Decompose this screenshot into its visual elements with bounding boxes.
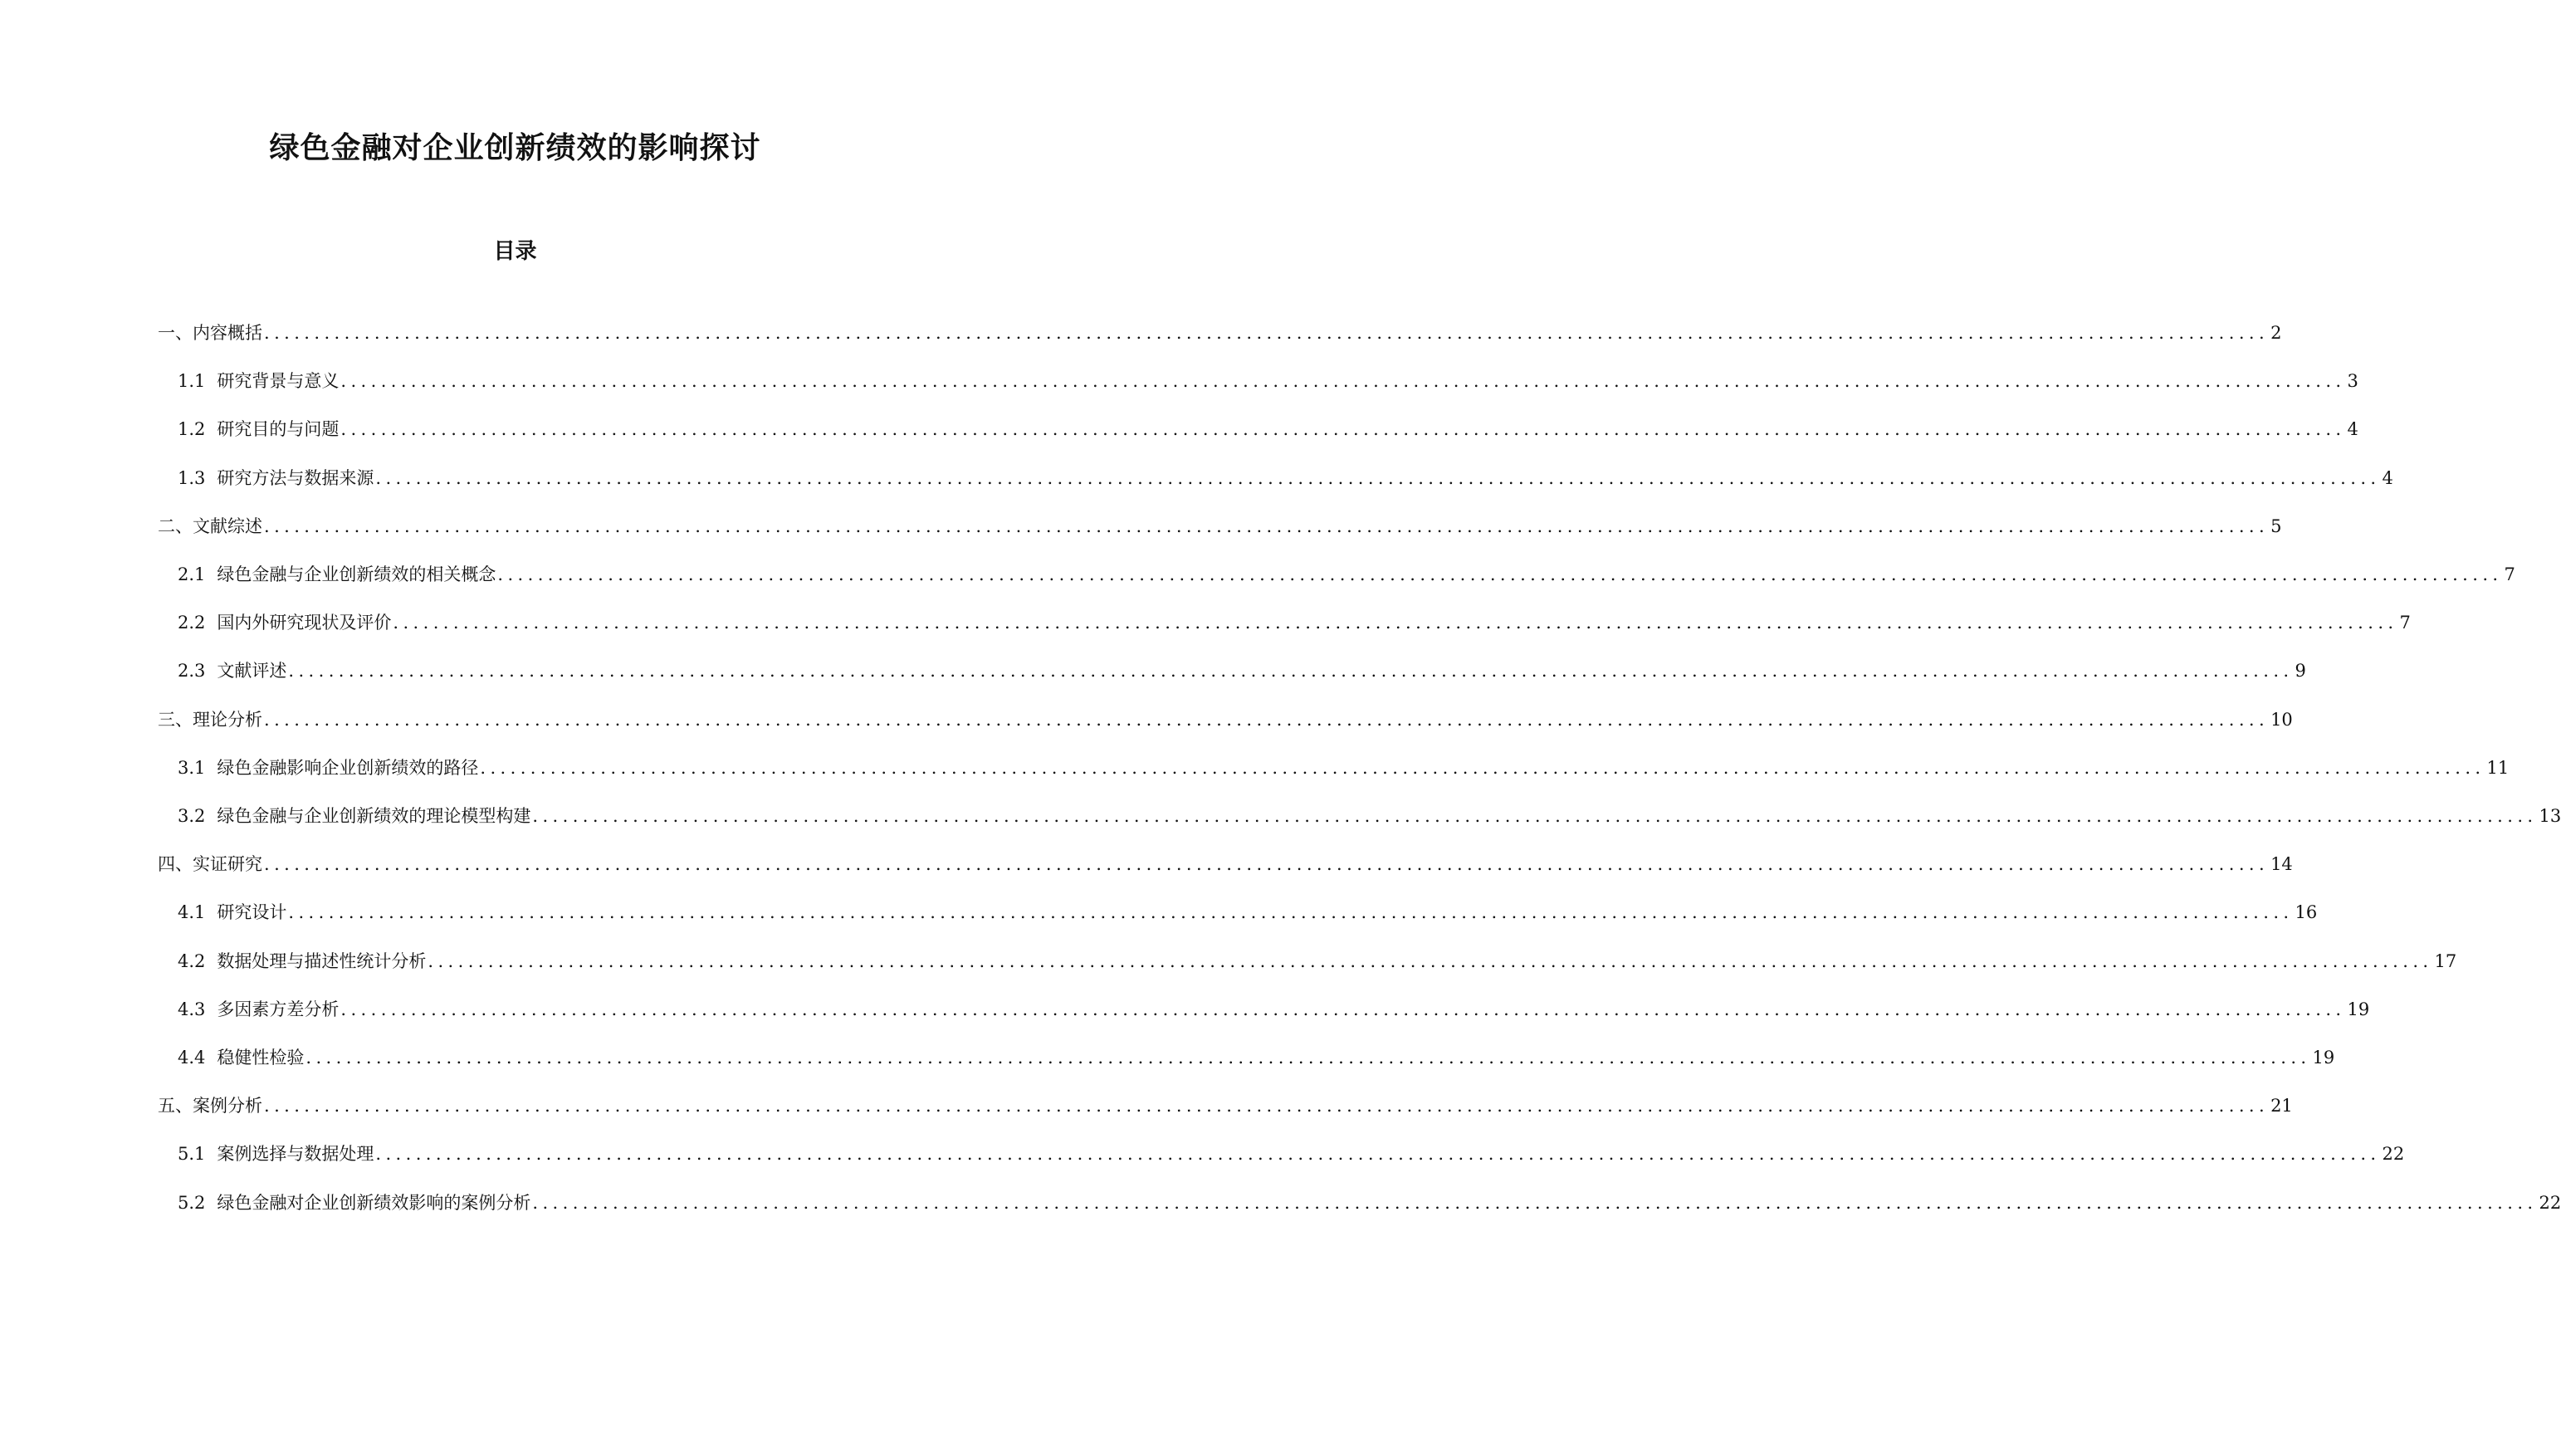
toc-entry-text: 研究背景与意义 xyxy=(217,371,340,391)
toc-entry-text: 文献评述 xyxy=(217,661,287,681)
toc-page-number: 22 xyxy=(2539,1193,2561,1213)
toc-entry[interactable] xyxy=(178,464,2393,492)
toc-entry-number: 2.2 xyxy=(178,613,206,633)
toc-entry-number: 一、 xyxy=(158,323,193,343)
toc-entry-label xyxy=(178,1043,304,1072)
toc-entry-number: 4.2 xyxy=(178,951,206,971)
toc-entry[interactable] xyxy=(178,608,2411,637)
toc-entry[interactable] xyxy=(178,802,2561,830)
toc-dot-leader: ........................................................................................................................................................................................................ xyxy=(264,516,2270,536)
toc-page-number: 17 xyxy=(2434,951,2457,971)
toc-dot-leader: ........................................................................................................................................................................................................ xyxy=(428,951,2433,971)
toc-entry-text: 实证研究 xyxy=(193,854,262,874)
toc-dot-leader: ........................................................................................................................................................................................................ xyxy=(532,806,2538,826)
toc-entry-text: 绿色金融对企业创新绩效影响的案例分析 xyxy=(217,1193,531,1213)
toc-dot-leader: ........................................................................................................................................................................................................ xyxy=(340,999,2346,1019)
toc-dot-leader: ........................................................................................................................................................................................................ xyxy=(340,419,2346,439)
toc-entry-text: 绿色金融与企业创新绩效的相关概念 xyxy=(217,564,496,584)
toc-entry-label xyxy=(158,319,262,347)
toc-entry-label xyxy=(178,415,339,443)
toc-entry-number: 五、 xyxy=(158,1096,193,1116)
toc-entry-number: 三、 xyxy=(158,710,193,730)
toc-entry[interactable] xyxy=(178,1140,2405,1168)
toc-entry-number: 4.3 xyxy=(178,999,206,1019)
toc-entry-text: 案例选择与数据处理 xyxy=(217,1144,374,1164)
toc-entry[interactable] xyxy=(178,415,2358,443)
toc-dot-leader: ........................................................................................................................................................................................................ xyxy=(532,1193,2538,1213)
toc-dot-leader: ........................................................................................................................................................................................................ xyxy=(264,1096,2270,1116)
toc-entry[interactable] xyxy=(178,898,2318,926)
toc-entry[interactable] xyxy=(158,512,2282,540)
toc-entry-label xyxy=(178,367,339,395)
toc-heading: 目录 xyxy=(493,239,537,264)
toc-entry-text: 多因素方差分析 xyxy=(217,999,340,1019)
toc-page-number: 7 xyxy=(2399,613,2411,633)
toc-entry-text: 数据处理与描述性统计分析 xyxy=(217,951,427,971)
toc-page-number: 21 xyxy=(2270,1096,2293,1116)
toc-entry-number: 5.2 xyxy=(178,1193,206,1213)
toc-dot-leader: ........................................................................................................................................................................................................ xyxy=(393,613,2398,633)
toc-entry[interactable] xyxy=(178,367,2358,395)
toc-entry-number: 5.1 xyxy=(178,1144,206,1164)
toc-page-number: 19 xyxy=(2312,1048,2335,1068)
toc-entry-number: 1.3 xyxy=(178,468,206,488)
toc-entry[interactable] xyxy=(158,706,2293,734)
toc-entry-number: 1.1 xyxy=(178,371,206,391)
toc-dot-leader: ........................................................................................................................................................................................................ xyxy=(375,468,2381,488)
toc-entry-number: 4.1 xyxy=(178,902,206,922)
toc-dot-leader: ........................................................................................................................................................................................................ xyxy=(288,902,2294,922)
toc-entry-text: 文献综述 xyxy=(193,516,262,536)
toc-entry-text: 绿色金融与企业创新绩效的理论模型构建 xyxy=(217,806,531,826)
toc-entry-label xyxy=(178,1189,530,1217)
toc-entry-label xyxy=(158,706,262,734)
toc-entry-label xyxy=(158,512,262,540)
toc-entry-label xyxy=(178,947,426,975)
toc-entry-label xyxy=(178,898,286,926)
toc-entry[interactable] xyxy=(158,850,2293,878)
toc-dot-leader: ........................................................................................................................................................................................................ xyxy=(497,564,2503,584)
toc-entry-label xyxy=(178,657,286,685)
toc-entry-text: 研究方法与数据来源 xyxy=(217,468,374,488)
toc-entry-number: 2.1 xyxy=(178,564,206,584)
toc-entry-number: 4.4 xyxy=(178,1048,206,1068)
toc-entry-label xyxy=(178,995,339,1024)
toc-entry-label xyxy=(178,560,496,589)
toc-entry[interactable] xyxy=(158,1092,2293,1120)
toc-entry-number: 2.3 xyxy=(178,661,206,681)
toc-dot-leader: ........................................................................................................................................................................................................ xyxy=(288,661,2294,681)
toc-entry-text: 研究设计 xyxy=(217,902,287,922)
toc-entry[interactable] xyxy=(178,947,2457,975)
toc-entry-text: 案例分析 xyxy=(193,1096,262,1116)
toc-entry-label xyxy=(178,608,391,637)
toc-entry-number: 四、 xyxy=(158,854,193,874)
toc-entry-number: 二、 xyxy=(158,516,193,536)
toc-page-number: 9 xyxy=(2295,661,2306,681)
toc-entry-label xyxy=(178,802,530,830)
toc-entry-number: 3.1 xyxy=(178,758,206,778)
toc-entry-number: 1.2 xyxy=(178,419,206,439)
toc-dot-leader: ........................................................................................................................................................................................................ xyxy=(264,710,2270,730)
toc-entry[interactable] xyxy=(178,1189,2561,1217)
toc-entry-text: 绿色金融影响企业创新绩效的路径 xyxy=(217,758,479,778)
toc-page-number: 22 xyxy=(2382,1144,2405,1164)
toc-page-number: 4 xyxy=(2382,468,2393,488)
toc-page-number: 11 xyxy=(2486,758,2510,778)
toc-dot-leader: ........................................................................................................................................................................................................ xyxy=(340,371,2346,391)
toc-entry-text: 国内外研究现状及评价 xyxy=(217,613,392,633)
toc-entry-label xyxy=(158,850,262,878)
toc-dot-leader: ........................................................................................................................................................................................................ xyxy=(480,758,2485,778)
toc-entry-text: 内容概括 xyxy=(193,323,262,343)
toc-page-number: 7 xyxy=(2504,564,2515,584)
toc-entry-text: 研究目的与问题 xyxy=(217,419,340,439)
toc-dot-leader: ........................................................................................................................................................................................................ xyxy=(264,854,2270,874)
toc-entry[interactable] xyxy=(158,319,2282,347)
toc-page-number: 10 xyxy=(2270,710,2293,730)
toc-page-number: 14 xyxy=(2270,854,2293,874)
document-title: 绿色金融对企业创新绩效的影响探讨 xyxy=(269,130,761,165)
toc-page-number: 19 xyxy=(2347,999,2370,1019)
toc-entry-label xyxy=(178,464,374,492)
toc-entry[interactable] xyxy=(178,754,2510,782)
toc-dot-leader: ........................................................................................................................................................................................................ xyxy=(375,1144,2381,1164)
toc-entry-number: 3.2 xyxy=(178,806,206,826)
toc-entry[interactable] xyxy=(178,657,2306,685)
toc-page-number: 3 xyxy=(2347,371,2358,391)
toc-page-number: 5 xyxy=(2270,516,2282,536)
toc-dot-leader: ........................................................................................................................................................................................................ xyxy=(305,1048,2311,1068)
toc-entry[interactable] xyxy=(178,560,2515,589)
toc-entry-label xyxy=(178,1140,374,1168)
toc-entry-text: 理论分析 xyxy=(193,710,262,730)
toc-entry-label xyxy=(178,754,478,782)
toc-entry[interactable] xyxy=(178,995,2370,1024)
toc-page-number: 4 xyxy=(2347,419,2358,439)
toc-entry-label xyxy=(158,1092,262,1120)
toc-dot-leader: ........................................................................................................................................................................................................ xyxy=(264,323,2270,343)
toc-entry-text: 稳健性检验 xyxy=(217,1048,305,1068)
toc-page-number: 13 xyxy=(2539,806,2561,826)
toc-page-number: 2 xyxy=(2270,323,2282,343)
toc-page-number: 16 xyxy=(2295,902,2318,922)
toc-entry[interactable] xyxy=(178,1043,2335,1072)
